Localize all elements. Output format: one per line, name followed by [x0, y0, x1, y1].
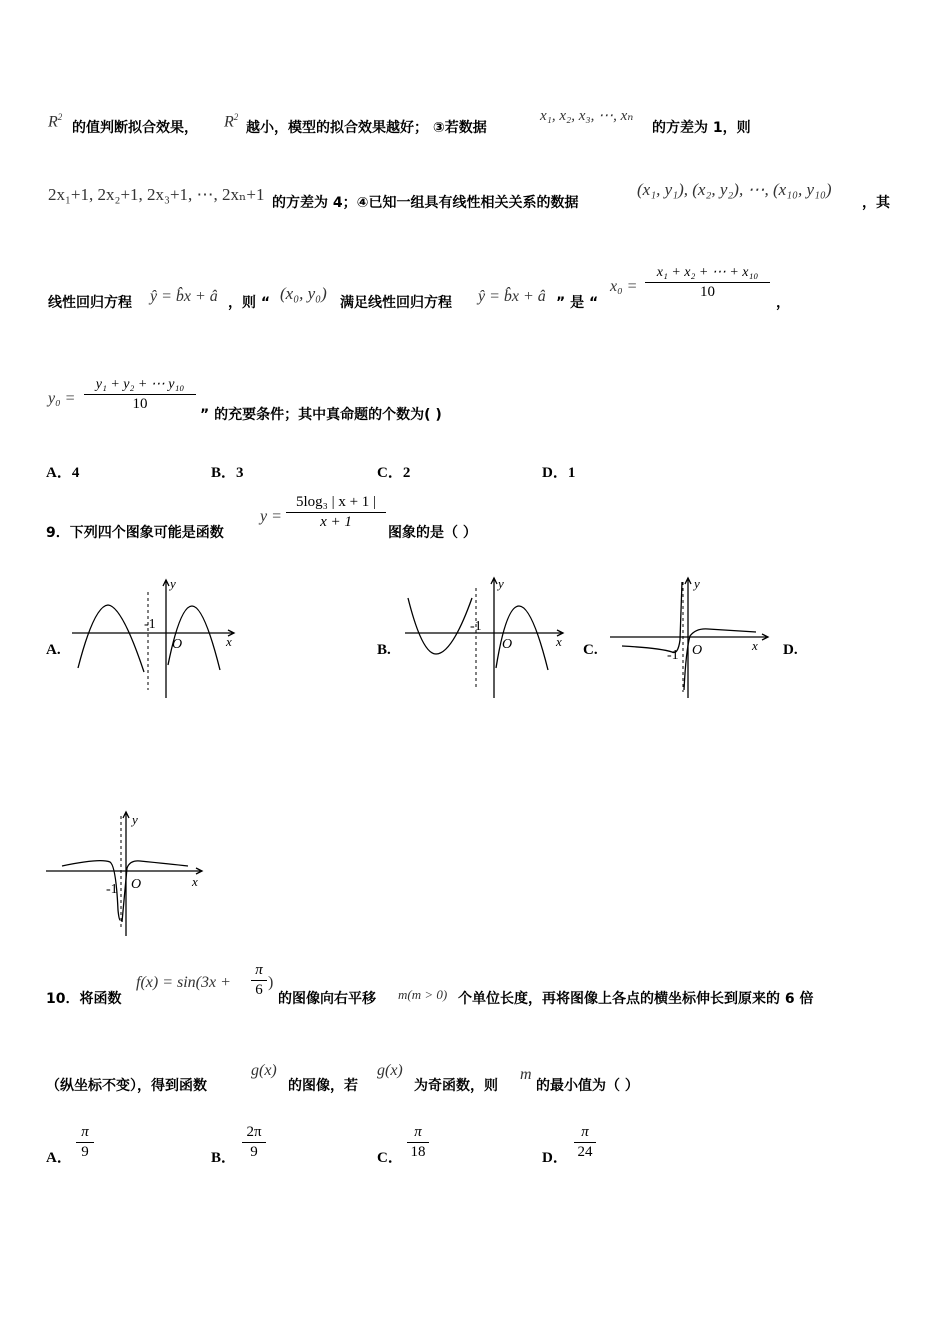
option-d[interactable]: D．1	[542, 465, 576, 481]
x0-lhs: x₀ =	[610, 278, 638, 295]
text: 为奇函数，则	[414, 1078, 498, 1094]
option-fraction: 2π 9	[242, 1124, 266, 1161]
origin-label: O	[692, 643, 703, 658]
question-9-text: 9．下列四个图象可能是函数	[46, 525, 224, 541]
text: 的图像向右平移	[278, 991, 376, 1007]
axis-label-y: y	[132, 812, 138, 827]
function-g: g(x)	[377, 1062, 403, 1079]
option-letter: D．	[542, 1150, 568, 1166]
axis-label-x: x	[226, 634, 232, 649]
option-letter: B．	[211, 1150, 237, 1166]
option-fraction: π 18	[407, 1124, 429, 1161]
regression-equation: ŷ = b̂x + â	[150, 288, 218, 305]
point-x0-y0: (x₀, y₀)	[280, 284, 327, 303]
function-fraction: 5log₃ | x + 1 | x + 1	[286, 494, 386, 531]
axis-label-y: y	[498, 576, 504, 591]
option-letter: A．	[46, 1150, 72, 1166]
text: ，	[776, 295, 790, 311]
option-letter: C．	[377, 1150, 403, 1166]
minus-one-label: -1	[144, 617, 156, 632]
text: 的方差为 1，则	[652, 120, 751, 136]
minus-one-label: -1	[106, 882, 118, 897]
axis-label-y: y	[694, 576, 700, 591]
origin-label: O	[502, 637, 513, 652]
option-fraction: π 9	[76, 1124, 94, 1161]
question-10-text: 10．将函数	[46, 991, 122, 1007]
text: ” 的充要条件；其中真命题的个数为( )	[200, 407, 442, 423]
graph-label-a[interactable]: A.	[46, 642, 61, 658]
data-point-list: (x₁, y₁), (x₂, y₂), ⋯, (x₁₀, y₁₀)	[637, 180, 832, 199]
axis-label-x: x	[556, 634, 562, 649]
function-g: g(x)	[251, 1062, 277, 1079]
origin-label: O	[131, 877, 142, 892]
axis-label-x: x	[752, 638, 758, 653]
text: ，其	[862, 195, 890, 211]
text: 个单位长度，再将图像上各点的横坐标伸长到原来的 6 倍	[458, 991, 814, 1007]
axis-label-y: y	[170, 576, 176, 591]
text: 的值判断拟合效果，	[72, 120, 198, 136]
graph-label-b[interactable]: B.	[377, 642, 391, 658]
transformed-sequence: 2x₁+1, 2x₂+1, 2x₃+1, ⋯, 2xₙ+1	[48, 185, 265, 204]
function-f: f(x) = sin(3x +	[136, 974, 231, 991]
text: ，则 “	[228, 295, 271, 311]
minus-one-label: -1	[667, 648, 679, 663]
data-x-sequence: x₁, x₂, x₃, ⋯, xₙ	[540, 108, 634, 124]
text: ” 是 “	[556, 295, 599, 311]
variable-m: m	[520, 1066, 532, 1083]
text: （纵坐标不变），得到函数	[46, 1078, 207, 1094]
y-lhs: y =	[260, 508, 282, 525]
r-squared-symbol: $R^2$	[48, 112, 63, 131]
text: 的最小值为（ ）	[536, 1078, 639, 1094]
pi-over-6-fraction: π 6	[251, 962, 267, 999]
close-paren: )	[268, 974, 274, 991]
option-b[interactable]: B．3	[211, 465, 244, 481]
graph-label-d[interactable]: D.	[783, 642, 798, 658]
option-c[interactable]: C．2	[377, 465, 411, 481]
text: 越小，模型的拟合效果越好； ③若数据	[246, 120, 487, 136]
text: 线性回归方程	[48, 295, 132, 311]
option-a[interactable]: A．4	[46, 465, 80, 481]
y0-lhs: y₀ =	[48, 390, 76, 407]
r-squared-symbol: $R^2$	[224, 112, 239, 131]
option-fraction: π 24	[574, 1124, 596, 1161]
text: 的方差为 4；④已知一组具有线性相关关系的数据	[272, 195, 579, 211]
minus-one-label: -1	[470, 619, 482, 634]
text: 满足线性回归方程	[340, 295, 452, 311]
text: 图象的是（ ）	[388, 525, 477, 541]
shift-amount: m(m > 0)	[398, 987, 448, 1002]
graph-label-c[interactable]: C.	[583, 642, 598, 658]
axis-label-x: x	[192, 874, 198, 889]
y0-mean-fraction: y₁ + y₂ + ⋯ y₁₀ 10	[84, 376, 196, 413]
x0-mean-fraction: x₁ + x₂ + ⋯ + x₁₀ 10	[645, 264, 770, 301]
origin-label: O	[172, 637, 183, 652]
regression-equation: ŷ = b̂x + â	[478, 288, 546, 305]
text: 的图像，若	[288, 1078, 358, 1094]
